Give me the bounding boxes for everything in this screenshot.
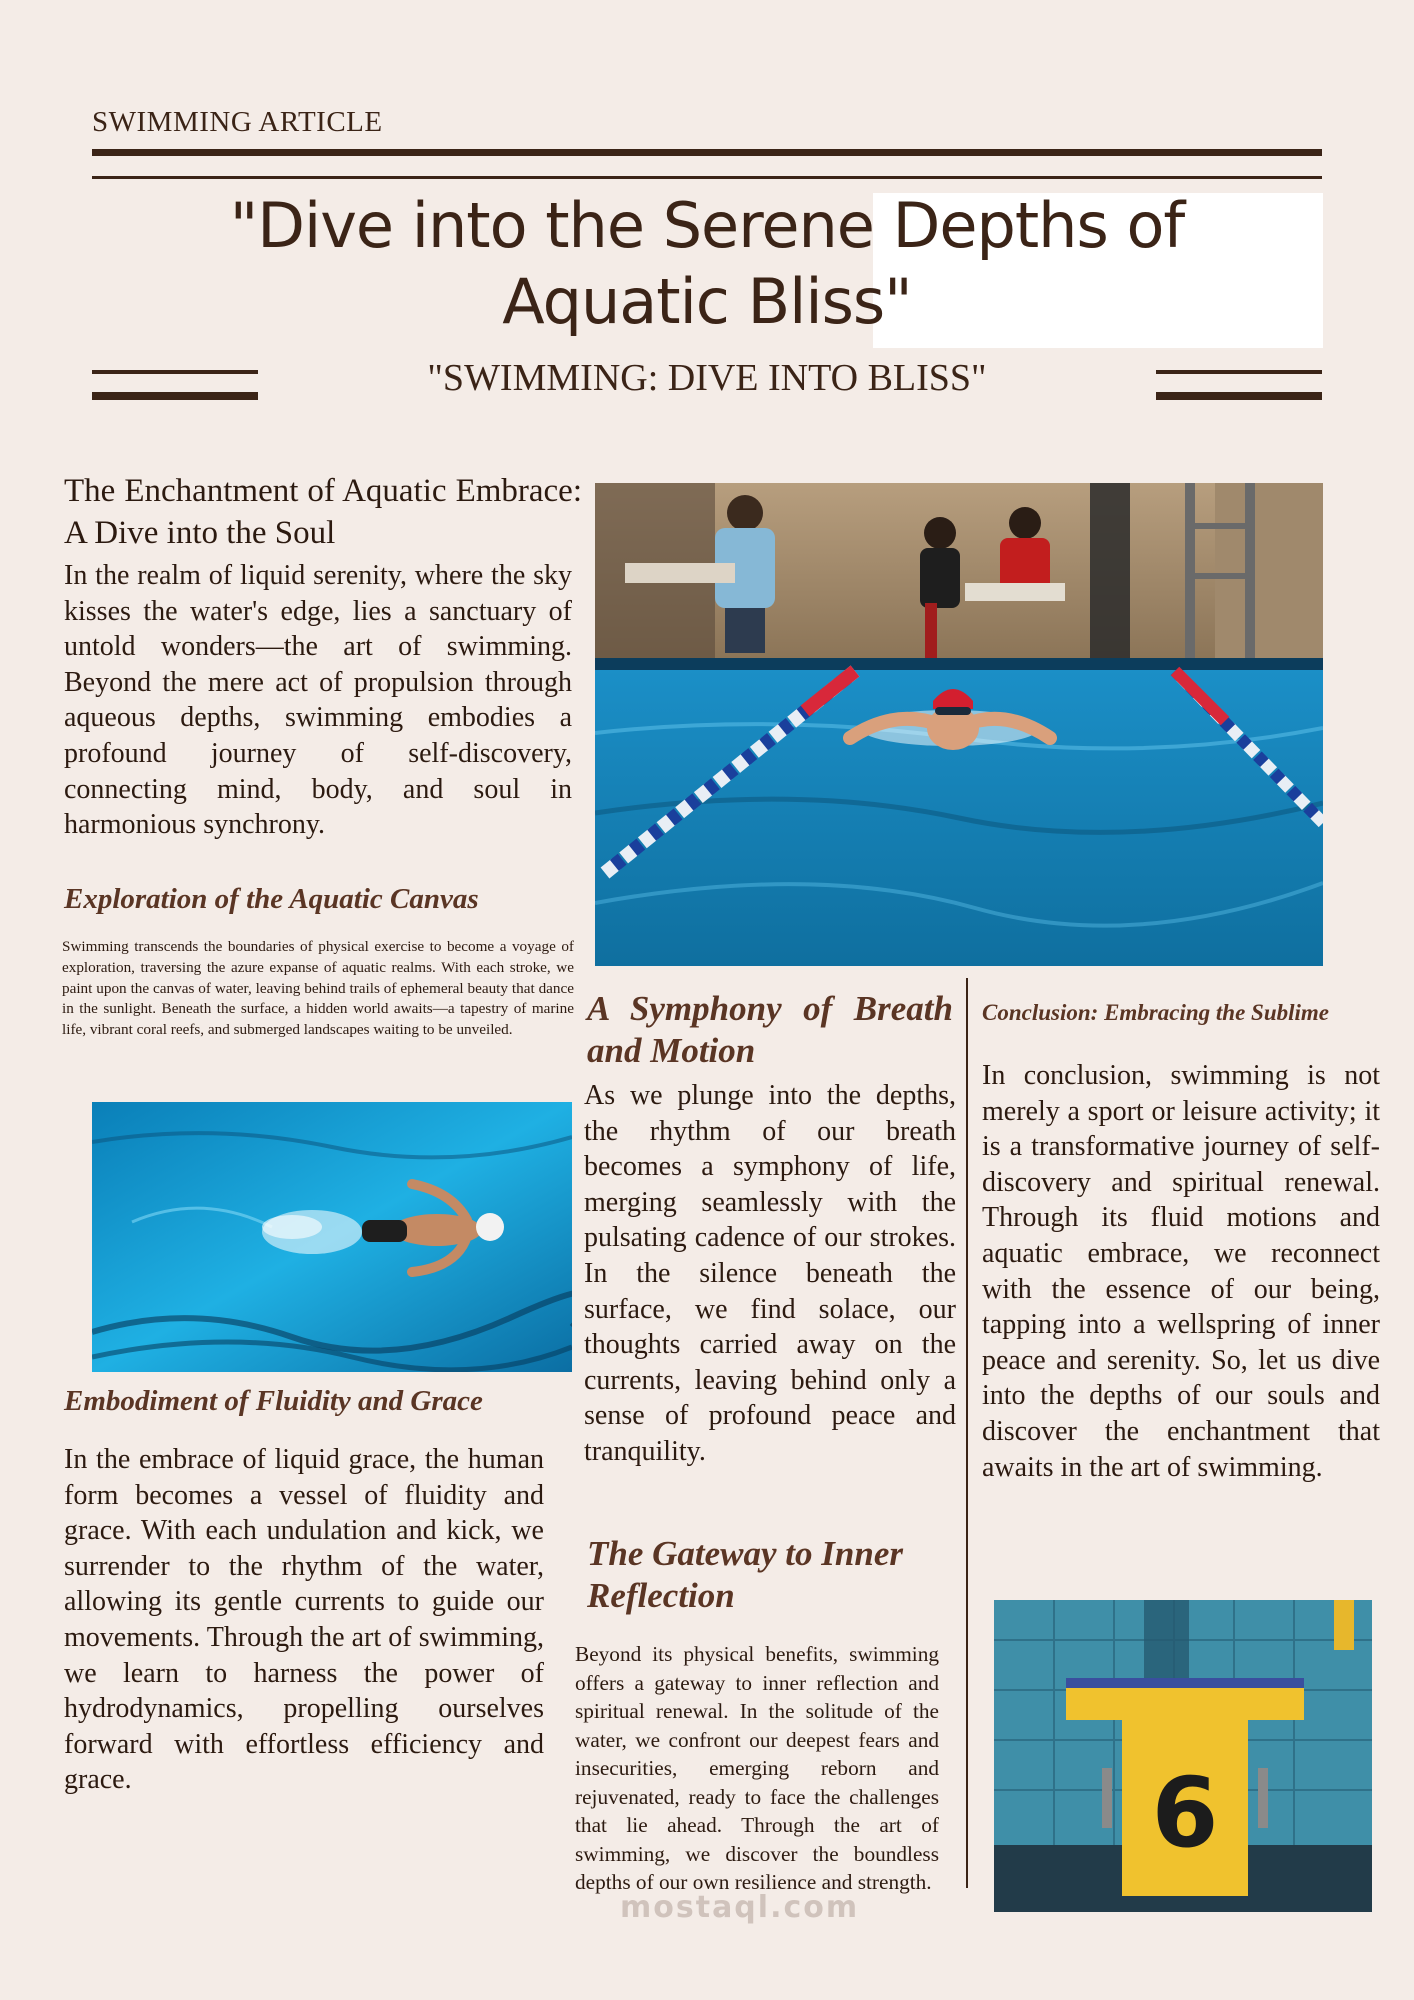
subtitle-rule-left-bottom [92, 392, 258, 400]
subtitle-rule-left-top [92, 370, 258, 374]
starting-block-image [994, 1600, 1372, 1912]
watermark: mostaql.com [620, 1890, 860, 1925]
article-title [180, 188, 1234, 340]
butterfly-swimmer-image [595, 483, 1323, 966]
heading-fluidity: Embodiment of Fluidity and Grace [64, 1385, 483, 1417]
heading-conclusion: Conclusion: Embracing the Sublime [982, 1000, 1329, 1025]
top-rule-thin [92, 176, 1322, 179]
article-title-line-2: Aquatic Bliss" [502, 265, 912, 338]
heading-exploration: Exploration of the Aquatic Canvas [64, 883, 479, 915]
paragraph-exploration: Swimming transcends the boundaries of physical exercise to become a voyage of exploration, traversing the azure expanse of aquatic realms. With each stroke, we paint upon the canvas of water, leaving behind trails of ephemeral beauty that dance in the sunlight. Beneath the surface, a hidden world awaits—a tapestry of marine life, vibrant coral reefs, and submerged landscapes waiting to be unveiled. [62, 938, 574, 1039]
subtitle-rule-right-bottom [1156, 392, 1322, 400]
swimmer-topdown-image [92, 1102, 572, 1372]
article-subtitle: "SWIMMING: DIVE INTO BLISS" [427, 357, 987, 399]
paragraph-fluidity: In the embrace of liquid grace, the human form becomes a vessel of fluidity and grace. With each undulation and kick, we surrender to the rhythm of the water, allowing its gentle currents to guide our movements. Through the art of swimming, we learn to harness the power of hydrodynamics, propelling ourselves forward with effortless efficiency and grace. [64, 1444, 544, 1796]
paragraph-conclusion: In conclusion, swimming is not merely a sport or leisure activity; it is a transformative journey of self-discovery and spiritual renewal. Through its fluid motions and aquatic embrace, we reconnect with the essence of our being, tapping into a wellspring of inner peace and serenity. So, let us dive into the depths of our souls and discover the enchantment that awaits in the art of swimming. [982, 1060, 1380, 1483]
heading-symphony: A Symphony of Breath and Motion [587, 989, 953, 1070]
paragraph-enchantment: In the realm of liquid serenity, where the sky kisses the water's edge, lies a sanctuary of untold wonders—the art of swimming. Beyond the mere act of propulsion through aqueous depths, swimming embodies a profound journey of self-discovery, connecting mind, body, and soul in harmonious synchrony. [64, 560, 572, 841]
paragraph-symphony: As we plunge into the depths, the rhythm of our breath becomes a symphony of life, merging seamlessly with the pulsating cadence of our strokes. In the silence beneath the surface, we find solace, our thoughts carried away on the currents, leaving behind only a sense of profound peace and tranquility. [584, 1080, 956, 1467]
top-rule-thick [92, 149, 1322, 156]
heading-gateway: The Gateway to Inner Reflection [587, 1534, 903, 1615]
column-divider [966, 978, 968, 1888]
heading-enchantment: The Enchantment of Aquatic Embrace: A Dive into the Soul [64, 473, 582, 551]
paragraph-gateway: Beyond its physical benefits, swimming offers a gateway to inner reflection and spiritual renewal. In the solitude of the water, we confront our deepest fears and insecurities, emerging reborn and rejuvenated, ready to face the challenges that lie ahead. Through the art of swimming, we discover the boundless depths of our own resilience and strength. [575, 1642, 939, 1894]
section-kicker: SWIMMING ARTICLE [92, 106, 383, 138]
article-title-line-1: "Dive into the Serene Depths of [229, 189, 1185, 262]
block-number-label: 6 [1151, 1757, 1219, 1869]
subtitle-rule-right-top [1156, 370, 1322, 374]
